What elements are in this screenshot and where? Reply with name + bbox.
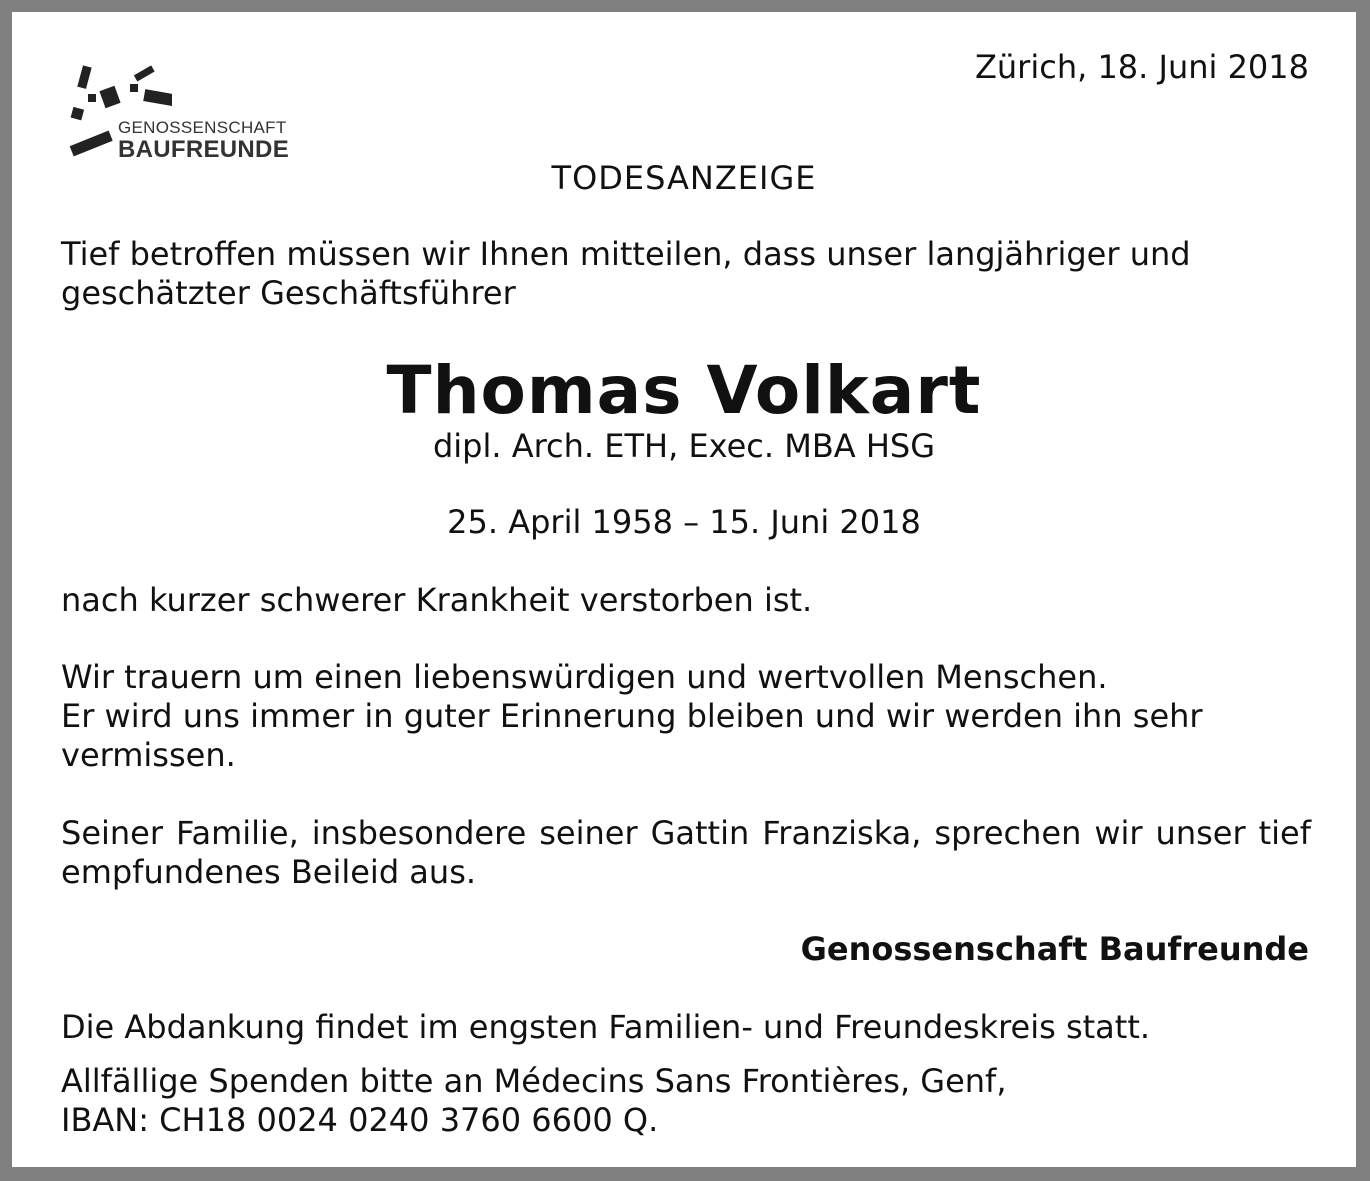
deceased-titles: dipl. Arch. ETH, Exec. MBA HSG bbox=[432, 427, 936, 465]
paragraph-condolence: Seiner Familie, insbesondere seiner Gattin Franziska, sprechen wir unser tief empfundenes Beileid aus. bbox=[61, 814, 1311, 891]
obituary-page bbox=[12, 12, 1356, 1167]
paragraph-mourning-line2: Er wird uns immer in guter Erinnerung bleiben und wir werden ihn sehr vermissen. bbox=[61, 697, 1203, 774]
signature: Genossenschaft Baufreunde bbox=[800, 930, 1309, 968]
donations-iban: IBAN: CH18 0024 0240 3760 6600 Q. bbox=[61, 1101, 659, 1139]
paragraph-donations bbox=[61, 1062, 1311, 1140]
logo-text-baufreunde: BAUFREUNDE bbox=[118, 136, 289, 163]
paragraph-funeral: Die Abdankung findet im engsten Familien- und Freundeskreis statt. bbox=[61, 1008, 1151, 1046]
logo-text-genossenschaft: GENOSSENSCHAFT bbox=[118, 118, 287, 137]
paragraph-death: nach kurzer schwerer Krankheit verstorben ist. bbox=[61, 581, 813, 619]
intro-text: Tief betroffen müssen wir Ihnen mitteilen, dass unser langjähriger und geschätzter Geschäftsführer bbox=[61, 235, 1191, 312]
paragraph-mourning-line1: Wir trauern um einen liebenswürdigen und wertvollen Menschen. bbox=[61, 658, 1108, 696]
deceased-name: Thomas Volkart bbox=[386, 352, 982, 429]
place-date: Zürich, 18. Juni 2018 bbox=[974, 48, 1309, 86]
life-dates: 25. April 1958 – 15. Juni 2018 bbox=[447, 503, 921, 541]
donations-line1: Allfällige Spenden bitte an Médecins Sans Frontières, Genf, bbox=[61, 1062, 1007, 1100]
page-title: TODESANZEIGE bbox=[551, 159, 817, 197]
paragraph-mourning bbox=[61, 658, 1311, 775]
